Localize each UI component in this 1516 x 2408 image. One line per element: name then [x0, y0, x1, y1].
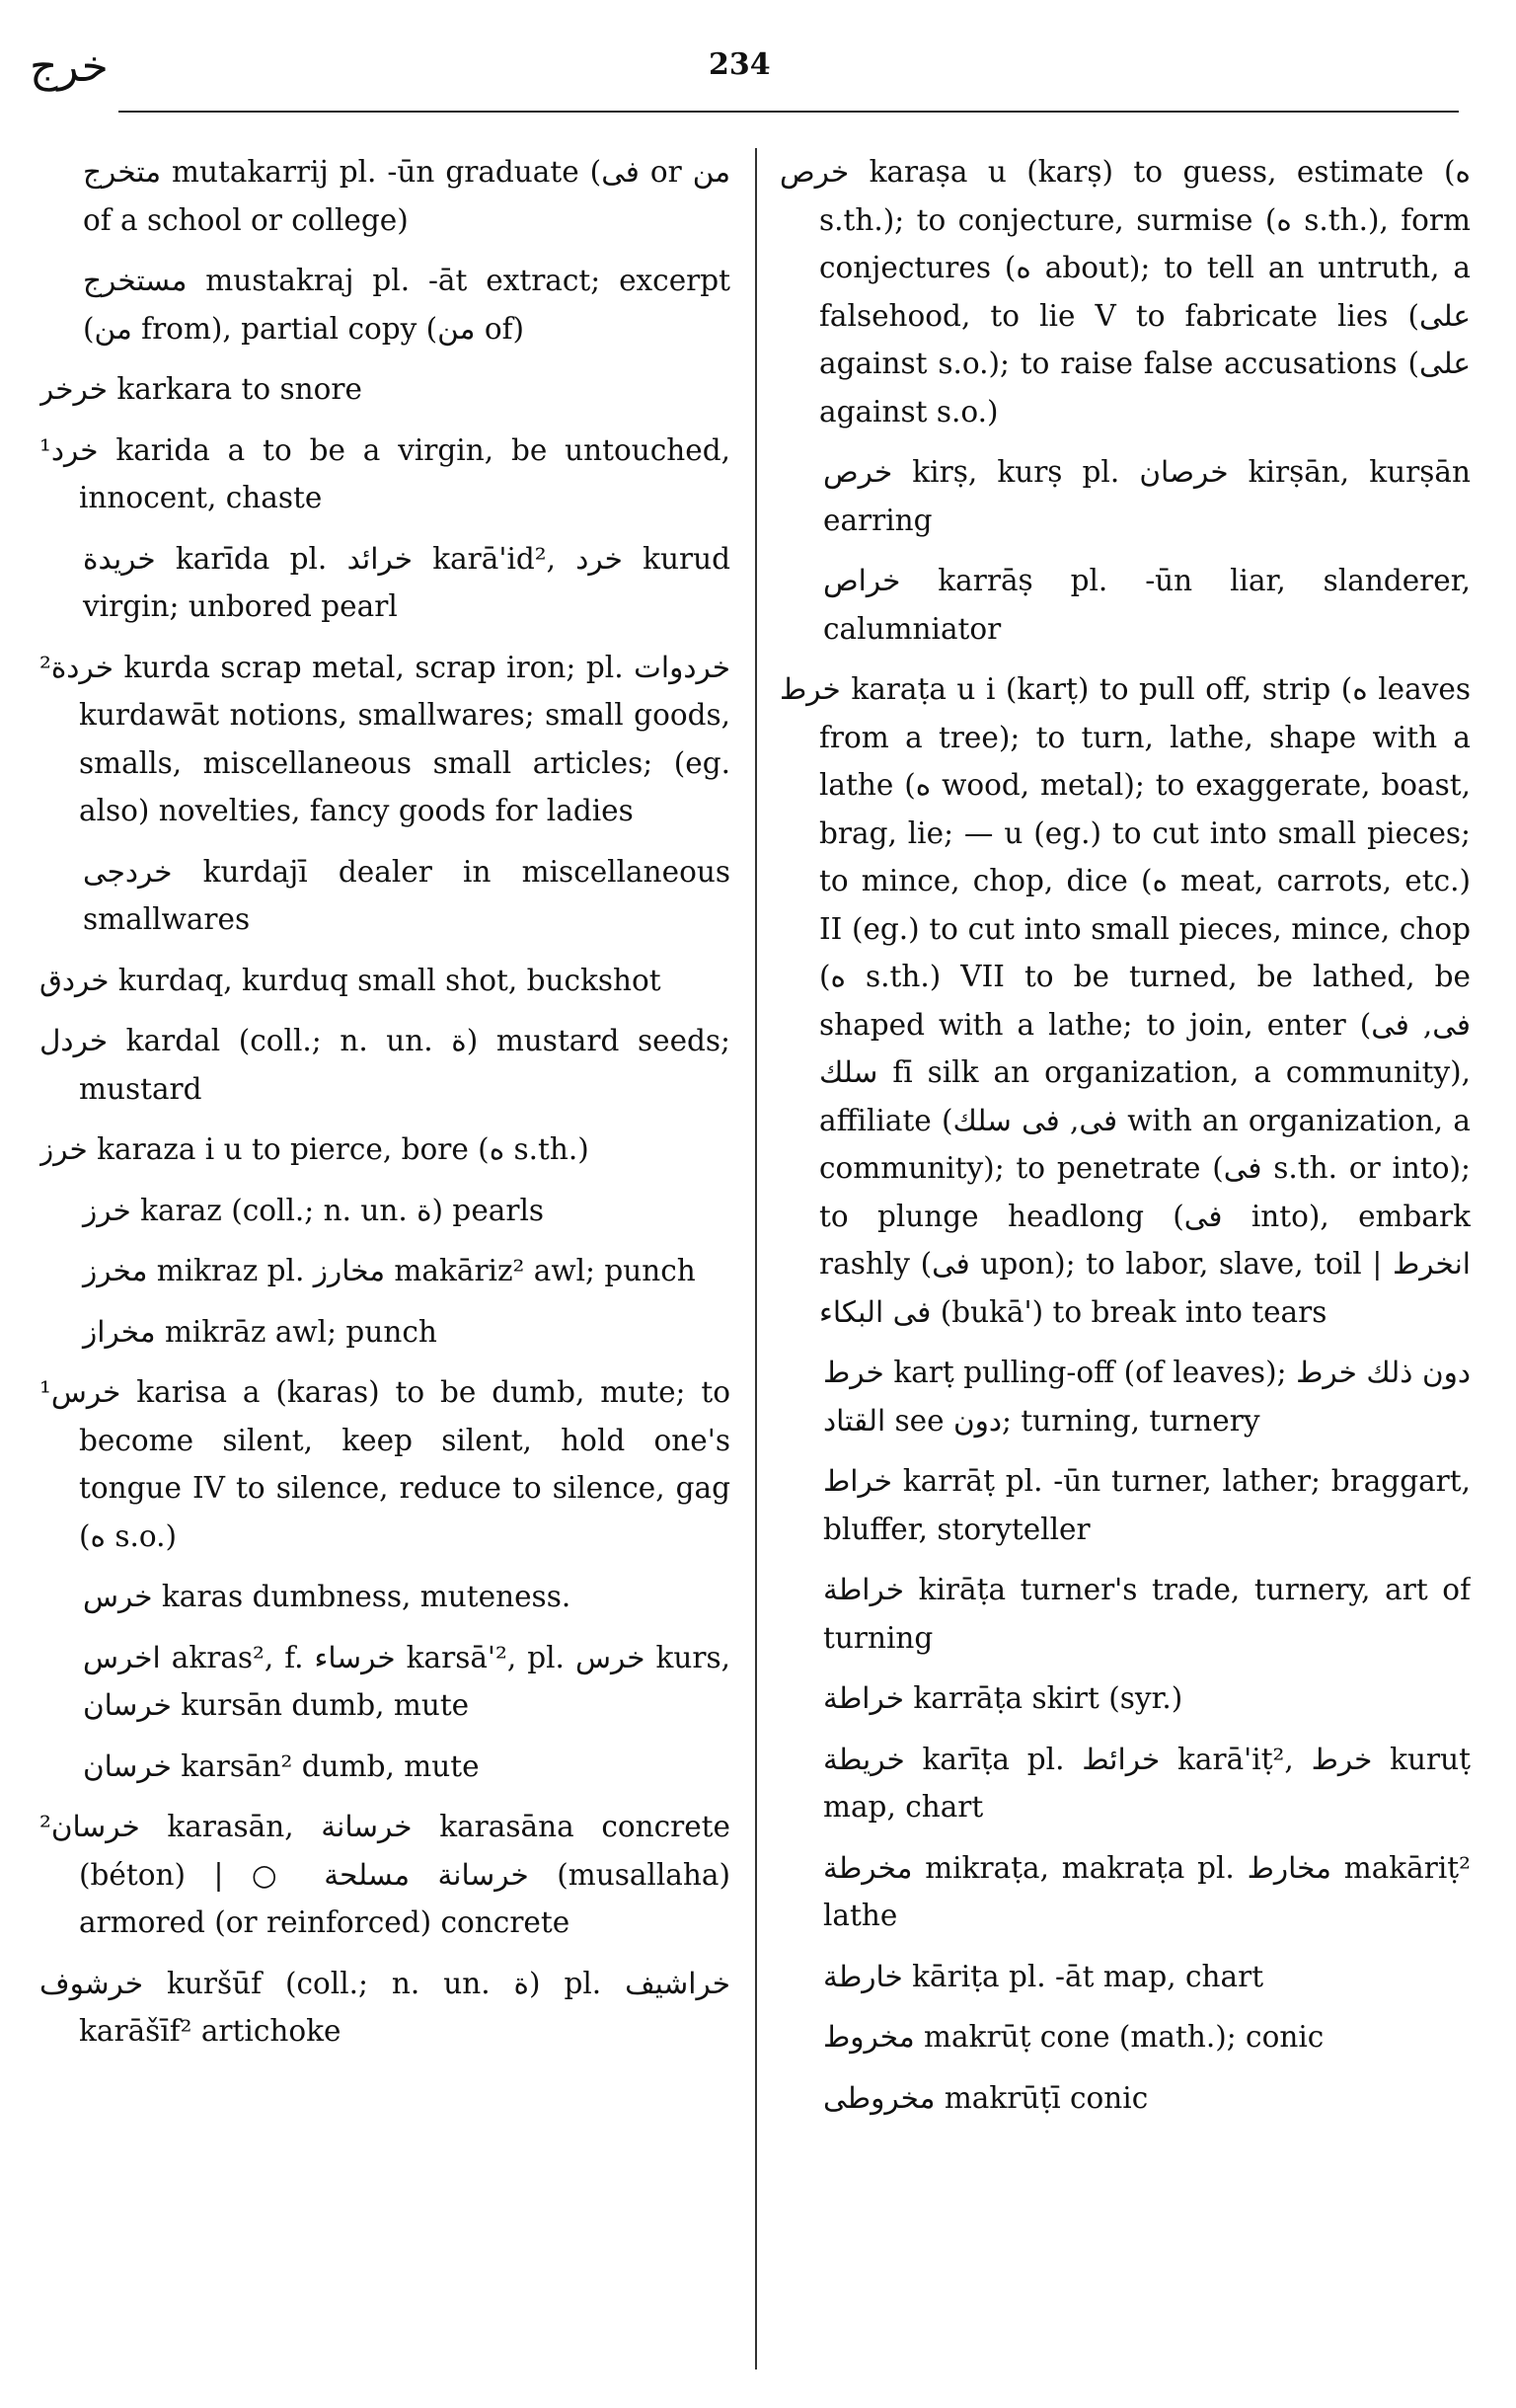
dictionary-entry: ¹خرد karida a to be a virgin, be untouched, innocent, chaste	[39, 432, 730, 514]
dictionary-entry: خرز karaza i u to pierce, bore (ه s.th.)	[39, 1132, 589, 1166]
dictionary-entry: مخراز mikrāz awl; punch	[83, 1314, 437, 1349]
dictionary-entry: خراطة kirāṭa turner's trade, turnery, art of turning	[823, 1573, 1471, 1655]
dictionary-entry: خرص kirṣ, kurṣ pl. خرصان kirṣān, kurṣān earring	[823, 455, 1471, 537]
dictionary-entry: مخرز mikraz pl. مخارز makāriz² awl; punch	[83, 1254, 696, 1287]
dictionary-entry: مخروط makrūṭ cone (math.); conic	[823, 2020, 1325, 2054]
dictionary-entry: خرس karas dumbness, muteness.	[83, 1580, 571, 1613]
dictionary-entry: خرط karṭ pulling-off (of leaves); دون ذلك خرط القتاد see دون; turning, turnery	[823, 1356, 1471, 1437]
dictionary-entry: ²خرسان karasān, خرسانة karasāna concrete (béton) | ○ خرسانة مسلحة (musallaha) armored (or reinforced) concrete	[39, 1810, 730, 1939]
dictionary-entry: خراطة karrāṭa skirt (syr.)	[823, 1681, 1183, 1715]
dictionary-entry: خردجى kurdajī dealer in miscellaneous smallwares	[83, 854, 730, 936]
dictionary-entry: مخروطى makrūṭī conic	[823, 2080, 1149, 2115]
dictionary-entry: خردق kurdaq, kurduq small shot, buckshot	[39, 963, 661, 997]
dictionary-entry: خرص karaṣa u (karṣ) to guess, estimate (ه s.th.); to conjecture, surmise (ه s.th.), form conjectures (ه about); to tell an untruth, a falsehood, to lie V to fabricate lies (على against s.o.); to raise false accusations (على against s.o.)	[780, 155, 1471, 428]
dictionary-entry: خارطة kāriṭa pl. -āt map, chart	[823, 1959, 1264, 1993]
dictionary-entry: اخرس akras², f. خرساء karsā'², pl. خرس kurs, خرسان kursān dumb, mute	[83, 1640, 730, 1722]
left-column	[39, 148, 730, 2389]
header-arabic-root: خرج	[30, 41, 109, 92]
dictionary-entry: خرسان karsān² dumb, mute	[83, 1748, 480, 1783]
dictionary-entry: متخرج mutakarrij pl. -ūn graduate (فى or من of a school or college)	[83, 155, 730, 237]
dictionary-entry: خريدة karīda pl. خرائد karā'id², خرد kurud virgin; unbored pearl	[83, 541, 730, 623]
dictionary-entry: خراص karrāṣ pl. -ūn liar, slanderer, calumniator	[823, 564, 1471, 646]
dictionary-entry: ¹خرس karisa a (karas) to be dumb, mute; to become silent, keep silent, hold one's tongue IV to silence, reduce to silence, gag (ه s.o.)	[39, 1375, 730, 1553]
column-divider	[755, 148, 757, 2369]
dictionary-entry: خردل kardal (coll.; n. un. ة) mustard seeds; mustard	[39, 1024, 730, 1106]
header-rule	[118, 111, 1459, 113]
page-number: 234	[709, 47, 771, 82]
right-column	[780, 148, 1471, 2389]
dictionary-entry: مخرطة mikraṭa, makraṭa pl. مخارط makāriṭ² lathe	[823, 1850, 1471, 1932]
dictionary-entry: ²خردة kurda scrap metal, scrap iron; pl. خردوات kurdawāt notions, smallwares; small goods, smalls, miscellaneous small articles; (eg. also) novelties, fancy goods for ladies	[39, 650, 730, 827]
dictionary-entry: خرط karaṭa u i (karṭ) to pull off, strip (ه leaves from a tree); to turn, lathe, shape with a lathe (ه wood, metal); to exaggerate, boast, brag, lie; — u (eg.) to cut into small pieces; to mince, chop, dice (ه meat, carrots, etc.) II (eg.) to cut into small pieces, mince, chop (ه s.th.) VII to be turned, be lathed, be shaped with a lathe; to join, enter (فى, فى سلك fī silk an organization, a community), affiliate (فى, فى سلك with an organization, a community); to penetrate (فى s.th. or into); to plunge headlong (فى into), embark rashly (فى upon); to labor, slave, toil | انخرط فى البكاء (bukā') to break into tears	[780, 672, 1471, 1329]
dictionary-entry: خريطة karīṭa pl. خرائط karā'iṭ², خرط kuruṭ map, chart	[823, 1742, 1471, 1824]
dictionary-entry: خرخر karkara to snore	[39, 372, 362, 406]
dictionary-entry: خرز karaz (coll.; n. un. ة) pearls	[83, 1193, 545, 1227]
dictionary-entry: مستخرج mustakraj pl. -āt extract; excerpt (من from), partial copy (من of)	[83, 264, 730, 346]
dictionary-entry: خرشوف kuršūf (coll.; n. un. ة) pl. خراشيف karāšīf² artichoke	[39, 1966, 730, 2048]
dictionary-entry: خراط karrāṭ pl. -ūn turner, lather; braggart, bluffer, storyteller	[823, 1464, 1471, 1546]
page-header	[0, 0, 1516, 128]
